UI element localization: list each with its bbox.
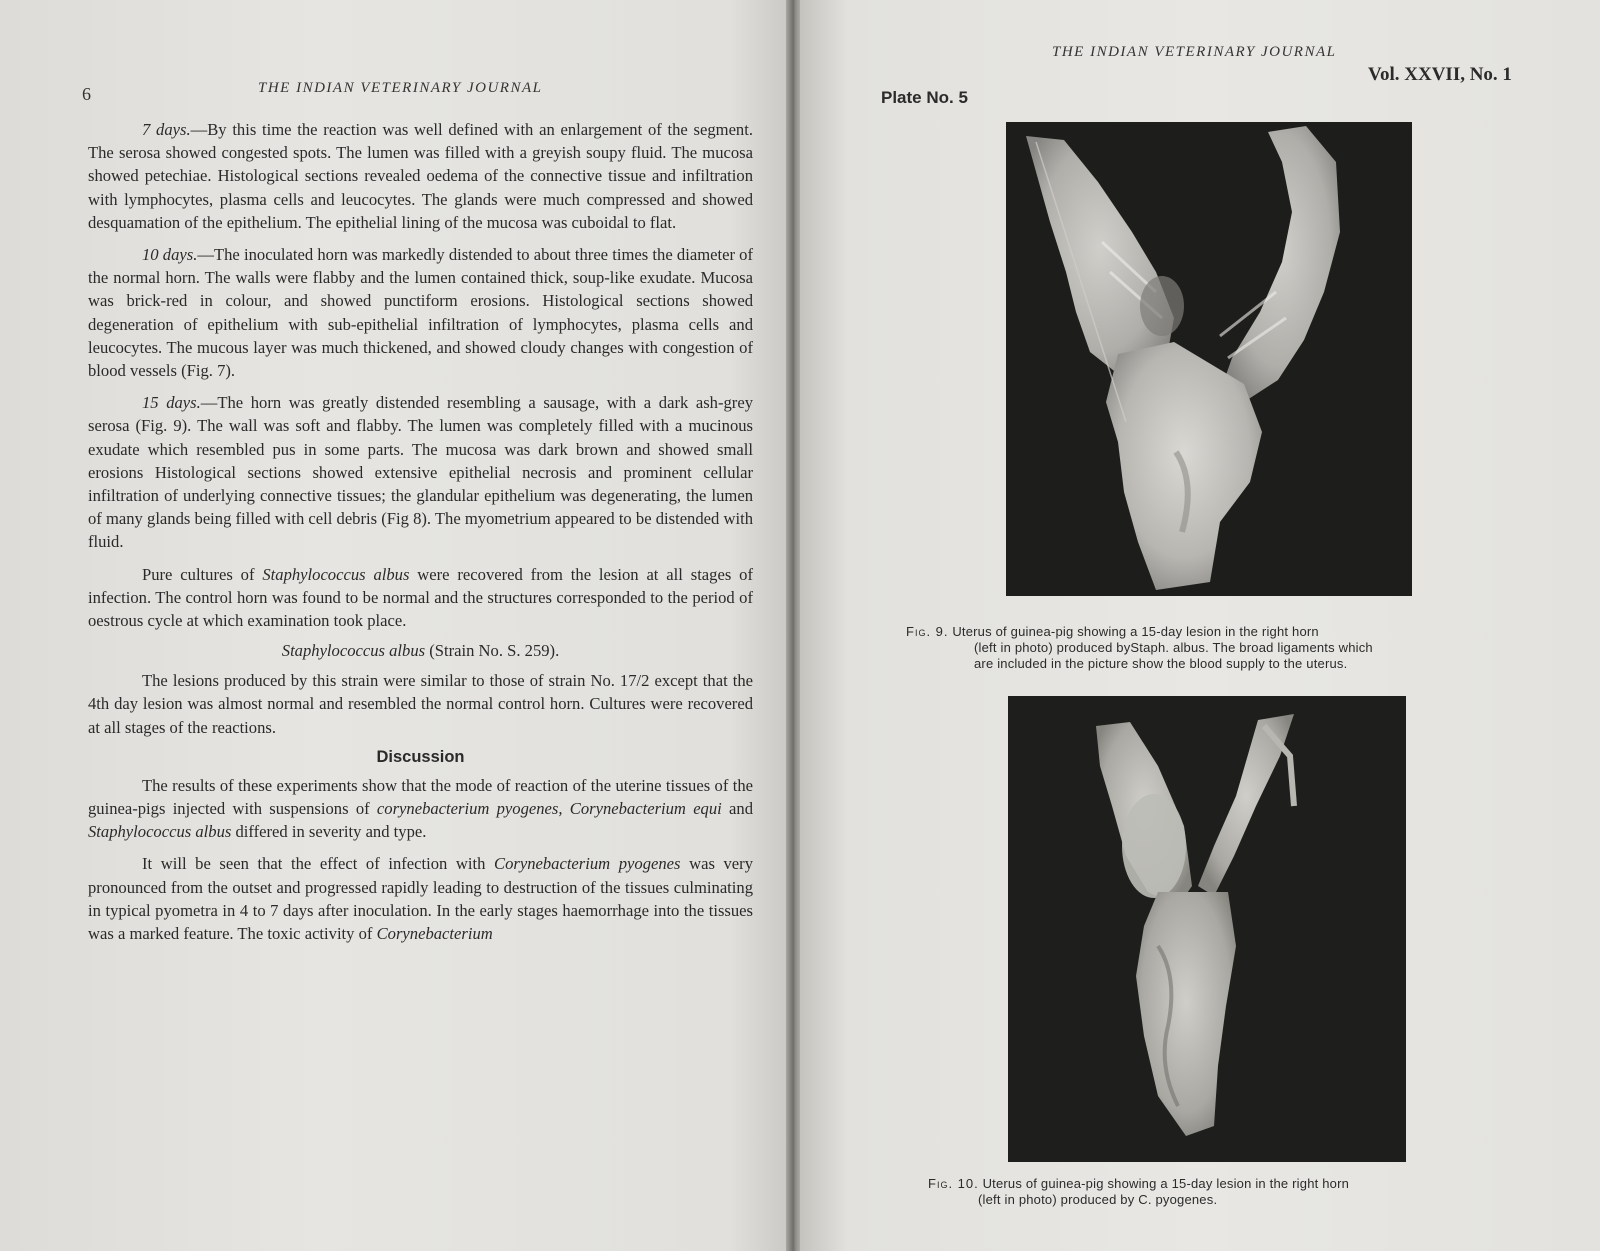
volume-label: Vol. XXVII, No. 1	[1368, 64, 1512, 85]
paragraph-discussion-1: The results of these experiments show that the mode of reaction of the uterine tissues of the guinea-pigs injected with suspensions of corynebacterium pyogenes, Corynebacterium equi and Staphylococcus albus differed in severity and type.	[88, 775, 753, 842]
paragraph-cultures: Pure cultures of Staphylococcus albus were recovered from the lesion at all stages of infection. The control horn was found to be normal and the structures corresponded to the period of oestrous cycle at which examination took place.	[88, 564, 753, 631]
figure-9-caption: Fig. 9. Uterus of guinea-pig showing a 15-day lesion in the right horn (left in photo) produced byStaph. albus. The broad ligaments which are included in the picture show the blood supply to the uterus.	[906, 624, 1373, 671]
paragraph-discussion-2: It will be seen that the effect of infection with Corynebacterium pyogenes was very pronounced from the outset and progressed rapidly leading to destruction of the tissues culminating in typical pyometra in 4 to 7 days after inoculation. In the early stages haemorrhage into the tissues was a marked feature. The toxic activity of Corynebacterium	[88, 854, 753, 944]
figure-9-photo	[1006, 122, 1412, 596]
figure-10-tag: Fig. 10.	[928, 1176, 979, 1191]
page-number: 6	[82, 84, 91, 104]
figure-10-photo	[1008, 696, 1406, 1162]
paragraph-10-days: 10 days.—The inoculated horn was markedly distended to about three times the diameter of the normal horn. The walls were flabby and the lumen contained thick, soup-like exudate. Mucosa was brick-red in colour, and showed punctiform erosions. Histological sections showed degeneration of epithelium with sub-epithelial infiltration of lymphocytes, plasma cells and leucocytes. The mucous layer was much thickened, and showed cloudy changes with congestion of blood vessels (Fig. 7).	[88, 245, 754, 381]
paragraph-15-days: 15 days.—The horn was greatly distended resembling a sausage, with a dark ash-grey serosa (Fig. 9). The wall was soft and flabby. The lumen was completely filled with a mucinous exudate which resembled pus in some parts. The mucosa was dark brown and showed small erosions Histological sections showed extensive epithelial necrosis and prominent cellular infiltration of underlying connective tissues; the glandular epithelium was degenerating, the lumen of many glands being filled with cell debris (Fig 8). The myometrium appeared to be distended with fluid.	[88, 393, 753, 552]
uterus-specimen-image	[1006, 122, 1412, 596]
strain-heading: Staphylococcus albus (Strain No. S. 259).	[281, 641, 560, 661]
running-head-right: THE INDIAN VETERINARY JOURNAL	[1052, 44, 1337, 60]
plate-label: Plate No. 5	[881, 88, 968, 107]
body-text	[88, 118, 753, 954]
uterus-specimen-image	[1008, 696, 1406, 1162]
figure-9-tag: Fig. 9.	[906, 624, 949, 639]
paragraph-strain: The lesions produced by this strain were similar to those of strain No. 17/2 except that the 4th day lesion was almost normal and resembled the normal control horn. Cultures were recovered at all stages of the reactions.	[88, 671, 753, 737]
discussion-heading: Discussion	[376, 747, 465, 766]
paragraph-7-days: 7 days.—By this time the reaction was well defined with an enlargement of the segment. The serosa showed congested spots. The lumen was filled with a greyish soupy fluid. The mucosa showed petechiae. Histological sections revealed oedema of the connective tissue and infiltration with lymphocytes, plasma cells and leucocytes. The glands were much compressed and showed desquamation of the epithelium. The epithelial lining of the mucosa was cuboidal to flat.	[88, 120, 753, 232]
left-page	[0, 0, 792, 1251]
running-head-left: THE INDIAN VETERINARY JOURNAL	[258, 80, 543, 96]
figure-10-caption: Fig. 10. Uterus of guinea-pig showing a 15-day lesion in the right horn (left in photo) produced by C. pyogenes.	[928, 1176, 1350, 1207]
